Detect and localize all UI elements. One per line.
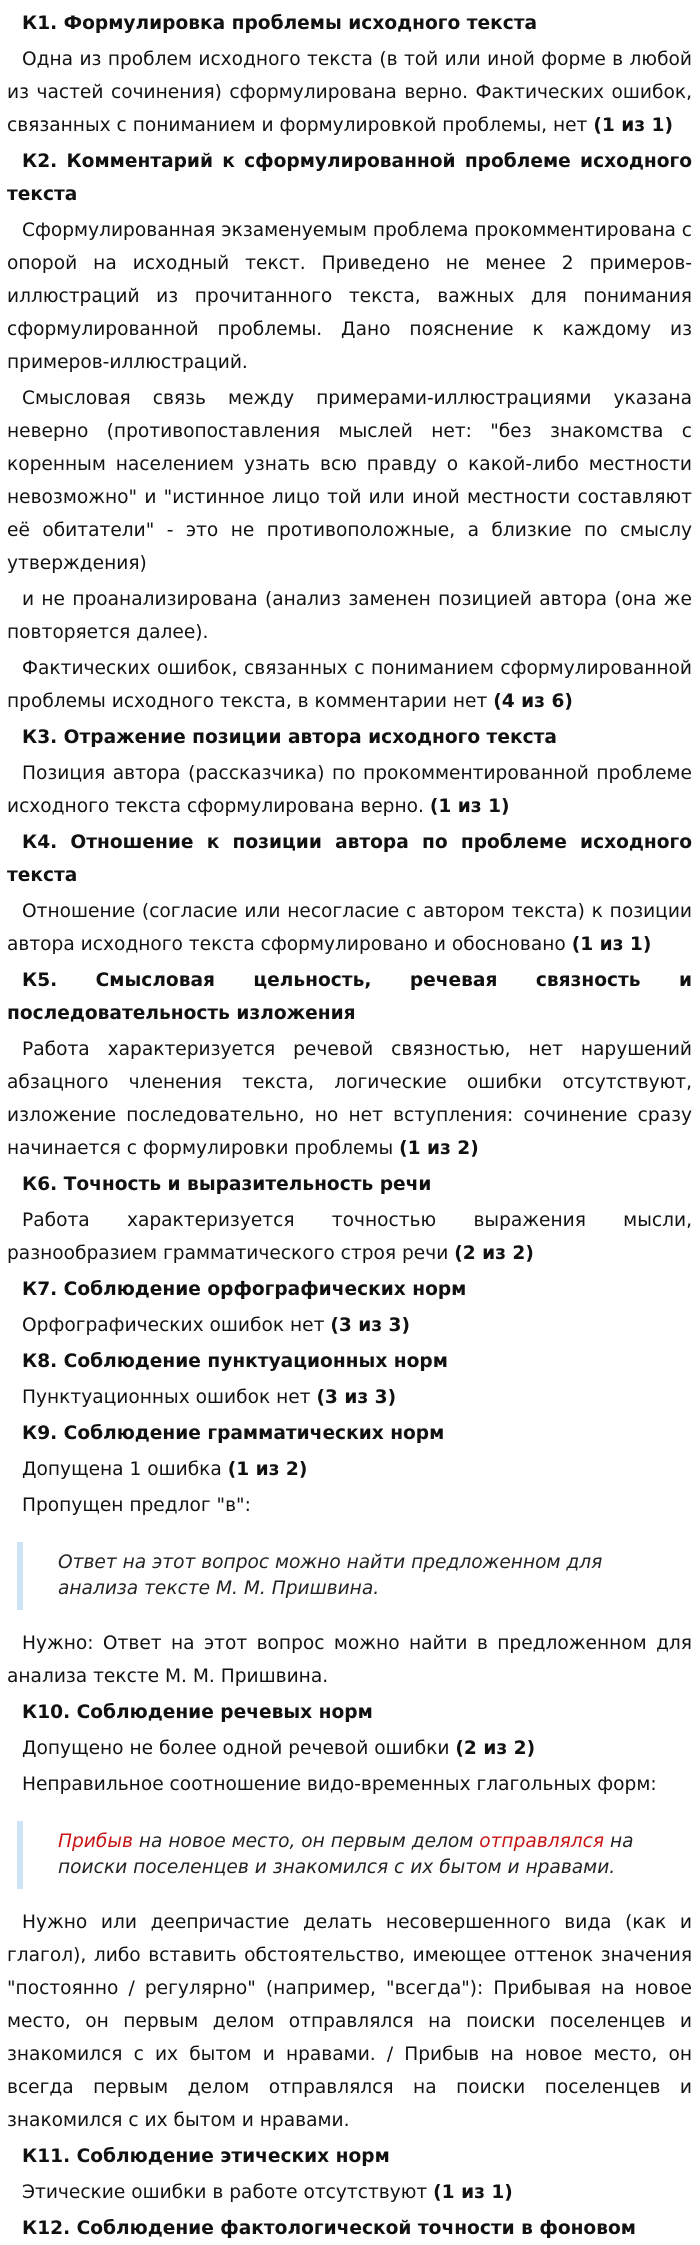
k9-score: (1 из 2): [227, 1459, 308, 1480]
k7-heading: К7. Соблюдение орфографических норм: [22, 1279, 467, 1300]
k4-heading: К4. Отношение к позиции автора по проблеме исходного текста: [7, 832, 692, 886]
k6-score: (2 из 2): [454, 1243, 534, 1264]
k10-quote: [17, 1821, 692, 1889]
k3-heading: К3. Отражение позиции автора исходного текста: [22, 727, 557, 748]
k11-text-body: Этические ошибки в работе отсутствуют: [22, 2182, 428, 2203]
k1-score: (1 из 1): [593, 115, 673, 136]
k2-paragraph-1: Сформулированная экзаменуемым проблема прокомментирована с опорой на исходный текст. Приведено не менее 2 примеров-иллюстраций из прочитанного текста, важных для понимания сформулированной проблемы. Дано пояснение к каждому из примеров-иллюстраций.: [7, 220, 693, 373]
k7-score: (3 из 3): [330, 1315, 410, 1336]
k11-text: [7, 2176, 692, 2209]
k3-text-body: Позиция автора (рассказчика) по прокомментированной проблеме исходного текста сформулирована верно.: [7, 763, 692, 817]
k10-note: Неправильное соотношение видо-временных глагольных форм:: [22, 1774, 657, 1795]
k2-score: (4 из 6): [493, 691, 573, 712]
k5-text: [7, 1033, 692, 1165]
k1-text: [7, 43, 692, 142]
k2-paragraph-3: и не проанализирована (анализ заменен позицией автора (она же повторяется далее).: [7, 589, 692, 643]
k10-quote-text-1: на новое место, он первым делом: [132, 1831, 480, 1852]
k6-text-body: Работа характеризуется точностью выражения мысли, разнообразием грамматического строя речи: [7, 1210, 692, 1264]
k10-score: (2 из 2): [455, 1738, 536, 1759]
k1-heading: К1. Формулировка проблемы исходного текста: [22, 13, 538, 34]
k4-text-body: Отношение (согласие или несогласие с автором текста) к позиции автора исходного текста сформулировано и обосновано: [7, 901, 692, 955]
k2-paragraph-4: [7, 652, 692, 718]
k12-heading: К12. Соблюдение фактологической точности в фоновом: [22, 2218, 636, 2239]
k8-heading: К8. Соблюдение пунктуационных норм: [22, 1351, 448, 1372]
k6-text: [7, 1204, 692, 1270]
k11-heading: К11. Соблюдение этических норм: [22, 2146, 390, 2167]
k9-note: Пропущен предлог "в":: [22, 1495, 251, 1516]
k10-quote-highlight-2: отправлялся: [479, 1831, 605, 1852]
k7-text: [7, 1309, 692, 1342]
k8-score: (3 из 3): [316, 1387, 397, 1408]
k4-text: [7, 895, 692, 961]
k5-score: (1 из 2): [399, 1138, 479, 1159]
k3-score: (1 из 1): [429, 796, 510, 817]
k3-text: [7, 757, 692, 823]
k2-heading: К2. Комментарий к сформулированной проблеме исходного текста: [7, 151, 692, 205]
k10-text-body: Допущено не более одной речевой ошибки: [22, 1738, 450, 1759]
k9-text: [7, 1453, 692, 1486]
k9-heading: К9. Соблюдение грамматических норм: [22, 1423, 445, 1444]
k10-fix: Нужно или деепричастие делать несовершенного вида (как и глагол), либо вставить обстоятельство, имеющее оттенок значения "постоянно / регулярно" (например, "всегда"): Прибывая на новое место, он первым делом отправлялся на поиски поселенцев и знакомился с их бытом и нравами. / Прибыв на новое место, он всегда первым делом отправлялся на поиски поселенцев и знакомился с их бытом и нравами.: [7, 1912, 692, 2131]
k5-text-body: Работа характеризуется речевой связностью, нет нарушений абзацного членения текста, логические ошибки отсутствуют, изложение последовательно, но нет вступления: сочинение сразу начинается с формулировки проблемы: [7, 1039, 692, 1159]
k1-text-body: Одна из проблем исходного текста (в той или иной форме в любой из частей сочинения) сформулирована верно. Фактических ошибок, связанных с пониманием и формулировкой проблемы, нет: [7, 49, 692, 136]
k10-quote-text-2: на поиски поселенцев и знакомился с их бытом и нравами.: [58, 1831, 634, 1878]
k9-quote: Ответ на этот вопрос можно найти предложенном для анализа тексте М. М. Пришвина.: [17, 1542, 692, 1610]
k10-quote-highlight-1: Прибыв: [58, 1831, 133, 1852]
k11-score: (1 из 1): [433, 2182, 513, 2203]
k8-text-body: Пунктуационных ошибок нет: [22, 1387, 311, 1408]
k7-text-body: Орфографических ошибок нет: [22, 1315, 325, 1336]
k8-text: [7, 1381, 692, 1414]
k9-fix: Нужно: Ответ на этот вопрос можно найти в предложенном для анализа тексте М. М. Пришвина.: [7, 1633, 692, 1687]
k2-paragraph-2: Смысловая связь между примерами-иллюстрациями указана неверно (противопоставления мыслей нет: "без знакомства с коренным населением узнать всю правду о какой-либо местности невозможно" и "истинное лицо той или иной местности составляют её обитатели" - это не противоположные, а близкие по смыслу утверждения): [7, 388, 692, 574]
k4-score: (1 из 1): [571, 934, 652, 955]
k10-heading: К10. Соблюдение речевых норм: [22, 1702, 373, 1723]
k6-heading: К6. Точность и выразительность речи: [22, 1174, 432, 1195]
k9-text-body: Допущена 1 ошибка: [22, 1459, 222, 1480]
k10-text: [7, 1732, 692, 1765]
k2-paragraph-4-body: Фактических ошибок, связанных с пониманием сформулированной проблемы исходного текста, в комментарии нет: [7, 658, 692, 712]
k5-heading: К5. Смысловая цельность, речевая связность и последовательность изложения: [7, 970, 692, 1024]
